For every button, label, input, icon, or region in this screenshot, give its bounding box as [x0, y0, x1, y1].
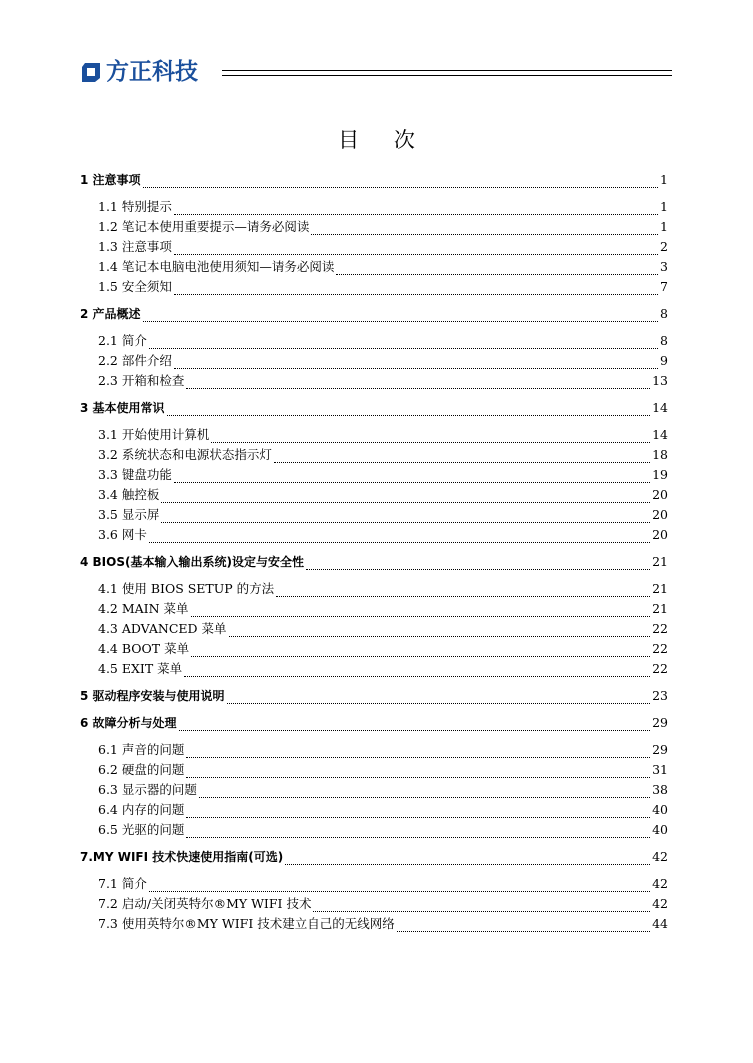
toc-entry-page-number: 40: [652, 802, 668, 817]
toc-dot-leader: [161, 491, 650, 503]
toc-entry-label: 4.5 EXIT 菜单: [98, 661, 183, 676]
toc-dot-leader: [313, 900, 650, 912]
toc-entry-label: 1.4 笔记本电脑电池使用须知—请务必阅读: [98, 259, 335, 274]
toc-dot-leader: [143, 176, 659, 188]
toc-entry-label: 6.3 显示器的问题: [98, 782, 197, 797]
toc-dot-leader: [149, 531, 650, 543]
toc-entry-label: 3.2 系统状态和电源状态指示灯: [98, 447, 272, 462]
toc-section-entry[interactable]: [80, 760, 668, 778]
toc-section-entry[interactable]: [80, 465, 668, 483]
toc-dot-leader: [184, 665, 650, 677]
toc-entry-label: 6.5 光驱的问题: [98, 822, 185, 837]
toc-section-entry[interactable]: [80, 800, 668, 818]
header-rule: [222, 70, 672, 71]
toc-dot-leader: [186, 826, 650, 838]
toc-entry-label: 3.3 键盘功能: [98, 467, 172, 482]
toc-entry-page-number: 21: [652, 581, 668, 596]
toc-entry-page-number: 14: [652, 400, 668, 415]
toc-section-entry[interactable]: [80, 257, 668, 275]
toc-section-entry[interactable]: [80, 659, 668, 677]
toc-chapter-entry[interactable]: [80, 304, 668, 322]
toc-entry-page-number: 1: [660, 219, 668, 234]
toc-dot-leader: [199, 786, 650, 798]
toc-entry-page-number: 44: [652, 916, 668, 931]
toc-entry-label: 2 产品概述: [80, 307, 141, 321]
toc-dot-leader: [161, 511, 650, 523]
toc-dot-leader: [211, 431, 650, 443]
toc-dot-leader: [174, 283, 658, 295]
toc-entry-label: 2.2 部件介绍: [98, 353, 172, 368]
toc-entry-page-number: 2: [660, 239, 668, 254]
toc-dot-leader: [174, 243, 658, 255]
toc-entry-label: 3.6 网卡: [98, 527, 147, 542]
toc-entry-page-number: 22: [652, 661, 668, 676]
toc-entry-label: 2.3 开箱和检查: [98, 373, 185, 388]
toc-entry-page-number: 3: [660, 259, 668, 274]
toc-entry-page-number: 22: [652, 621, 668, 636]
toc-dot-leader: [336, 263, 658, 275]
toc-dot-leader: [186, 766, 650, 778]
toc-entry-page-number: 18: [652, 447, 668, 462]
toc-entry-label: 4.1 使用 BIOS SETUP 的方法: [98, 581, 275, 596]
toc-dot-leader: [306, 558, 650, 570]
toc-dot-leader: [191, 645, 650, 657]
toc-entry-page-number: 31: [652, 762, 668, 777]
toc-entry-label: 1 注意事项: [80, 173, 141, 187]
toc-entry-page-number: 40: [652, 822, 668, 837]
toc-section-entry[interactable]: [80, 217, 668, 235]
toc-section-entry[interactable]: [80, 740, 668, 758]
toc-chapter-entry[interactable]: [80, 552, 668, 570]
toc-entry-page-number: 8: [660, 333, 668, 348]
logo-mark-icon: [80, 61, 102, 83]
toc-entry-label: 6.2 硬盘的问题: [98, 762, 185, 777]
toc-entry-label: 4.4 BOOT 菜单: [98, 641, 190, 656]
toc-entry-page-number: 29: [652, 742, 668, 757]
toc-section-entry[interactable]: [80, 894, 668, 912]
toc-section-entry[interactable]: [80, 197, 668, 215]
toc-entry-page-number: 42: [652, 896, 668, 911]
toc-entry-page-number: 21: [652, 601, 668, 616]
toc-dot-leader: [174, 203, 658, 215]
toc-dot-leader: [276, 585, 650, 597]
toc-section-entry[interactable]: [80, 820, 668, 838]
toc-entry-page-number: 20: [652, 527, 668, 542]
toc-chapter-entry[interactable]: [80, 170, 668, 188]
toc-entry-label: 3.5 显示屏: [98, 507, 160, 522]
toc-entry-label: 3 基本使用常识: [80, 401, 165, 415]
toc-entry-page-number: 14: [652, 427, 668, 442]
toc-section-entry[interactable]: [80, 639, 668, 657]
toc-section-entry[interactable]: [80, 485, 668, 503]
toc-section-entry[interactable]: [80, 277, 668, 295]
toc-entry-label: 7.MY WIFI 技术快速使用指南(可选): [80, 850, 284, 864]
toc-dot-leader: [179, 719, 651, 731]
toc-dot-leader: [227, 692, 651, 704]
toc-entry-label: 1.3 注意事项: [98, 239, 172, 254]
toc-entry-page-number: 20: [652, 507, 668, 522]
toc-entry-page-number: 22: [652, 641, 668, 656]
toc-entry-label: 3.1 开始使用计算机: [98, 427, 210, 442]
toc-section-entry[interactable]: [80, 331, 668, 349]
toc-entry-label: 7.1 简介: [98, 876, 147, 891]
toc-dot-leader: [191, 605, 651, 617]
toc-dot-leader: [229, 625, 651, 637]
toc-title: 目 次: [338, 128, 429, 152]
toc-section-entry[interactable]: [80, 425, 668, 443]
toc-dot-leader: [186, 746, 650, 758]
toc-dot-leader: [311, 223, 658, 235]
toc-entry-page-number: 20: [652, 487, 668, 502]
toc-entry-label: 6 故障分析与处理: [80, 716, 177, 730]
toc-section-entry[interactable]: [80, 914, 668, 932]
toc-entry-page-number: 38: [652, 782, 668, 797]
toc-dot-leader: [149, 337, 658, 349]
toc-entry-label: 4 BIOS(基本输入输出系统)设定与安全性: [80, 555, 304, 569]
toc-entry-label: 7.3 使用英特尔®MY WIFI 技术建立自己的无线网络: [98, 916, 395, 931]
header-rule: [222, 75, 672, 76]
toc-section-entry[interactable]: [80, 445, 668, 463]
toc-section-entry[interactable]: [80, 525, 668, 543]
toc-section-entry[interactable]: [80, 351, 668, 369]
toc-dot-leader: [186, 377, 650, 389]
toc-entry-page-number: 19: [652, 467, 668, 482]
toc-entry-label: 1.2 笔记本使用重要提示—请务必阅读: [98, 219, 310, 234]
toc-entry-label: 6.4 内存的问题: [98, 802, 185, 817]
toc-section-entry[interactable]: [80, 579, 668, 597]
toc-dot-leader: [143, 310, 659, 322]
toc-entry-label: 4.2 MAIN 菜单: [98, 601, 189, 616]
toc-entry-page-number: 8: [660, 306, 668, 321]
page-header: [80, 58, 672, 94]
toc-entry-page-number: 21: [652, 554, 668, 569]
toc-section-entry[interactable]: [80, 874, 668, 892]
toc-entry-page-number: 9: [660, 353, 668, 368]
toc-entry-page-number: 1: [660, 199, 668, 214]
brand-logo-text: 方正科技: [106, 59, 198, 85]
toc-chapter-entry[interactable]: [80, 847, 668, 865]
toc-chapter-entry[interactable]: [80, 686, 668, 704]
toc-entry-label: 1.5 安全须知: [98, 279, 172, 294]
toc-section-entry[interactable]: [80, 505, 668, 523]
toc-dot-leader: [274, 451, 650, 463]
toc-dot-leader: [174, 357, 658, 369]
toc-entry-page-number: 13: [652, 373, 668, 388]
toc-dot-leader: [149, 880, 650, 892]
toc-entry-label: 4.3 ADVANCED 菜单: [98, 621, 227, 636]
toc-entry-page-number: 29: [652, 715, 668, 730]
brand-logo: [80, 58, 198, 86]
toc-entry-label: 5 驱动程序安装与使用说明: [80, 689, 225, 703]
toc-section-entry[interactable]: [80, 599, 668, 617]
toc-dot-leader: [174, 471, 650, 483]
toc-section-entry[interactable]: [80, 619, 668, 637]
toc-entry-label: 3.4 触控板: [98, 487, 160, 502]
toc-section-entry[interactable]: [80, 237, 668, 255]
toc-section-entry[interactable]: [80, 780, 668, 798]
toc-entry-label: 2.1 简介: [98, 333, 147, 348]
toc-dot-leader: [167, 404, 651, 416]
toc-chapter-entry[interactable]: [80, 398, 668, 416]
toc-entry-label: 7.2 启动/关闭英特尔®MY WIFI 技术: [98, 896, 312, 911]
toc-dot-leader: [285, 853, 650, 865]
toc-entry-page-number: 42: [652, 849, 668, 864]
toc-entry-label: 6.1 声音的问题: [98, 742, 185, 757]
toc-section-entry[interactable]: [80, 371, 668, 389]
toc-entry-label: 1.1 特别提示: [98, 199, 172, 214]
toc-entry-page-number: 42: [652, 876, 668, 891]
toc-entry-page-number: 7: [660, 279, 668, 294]
toc-chapter-entry[interactable]: [80, 713, 668, 731]
toc-dot-leader: [186, 806, 650, 818]
toc-entry-page-number: 1: [660, 172, 668, 187]
toc-entry-page-number: 23: [652, 688, 668, 703]
toc-dot-leader: [397, 920, 650, 932]
